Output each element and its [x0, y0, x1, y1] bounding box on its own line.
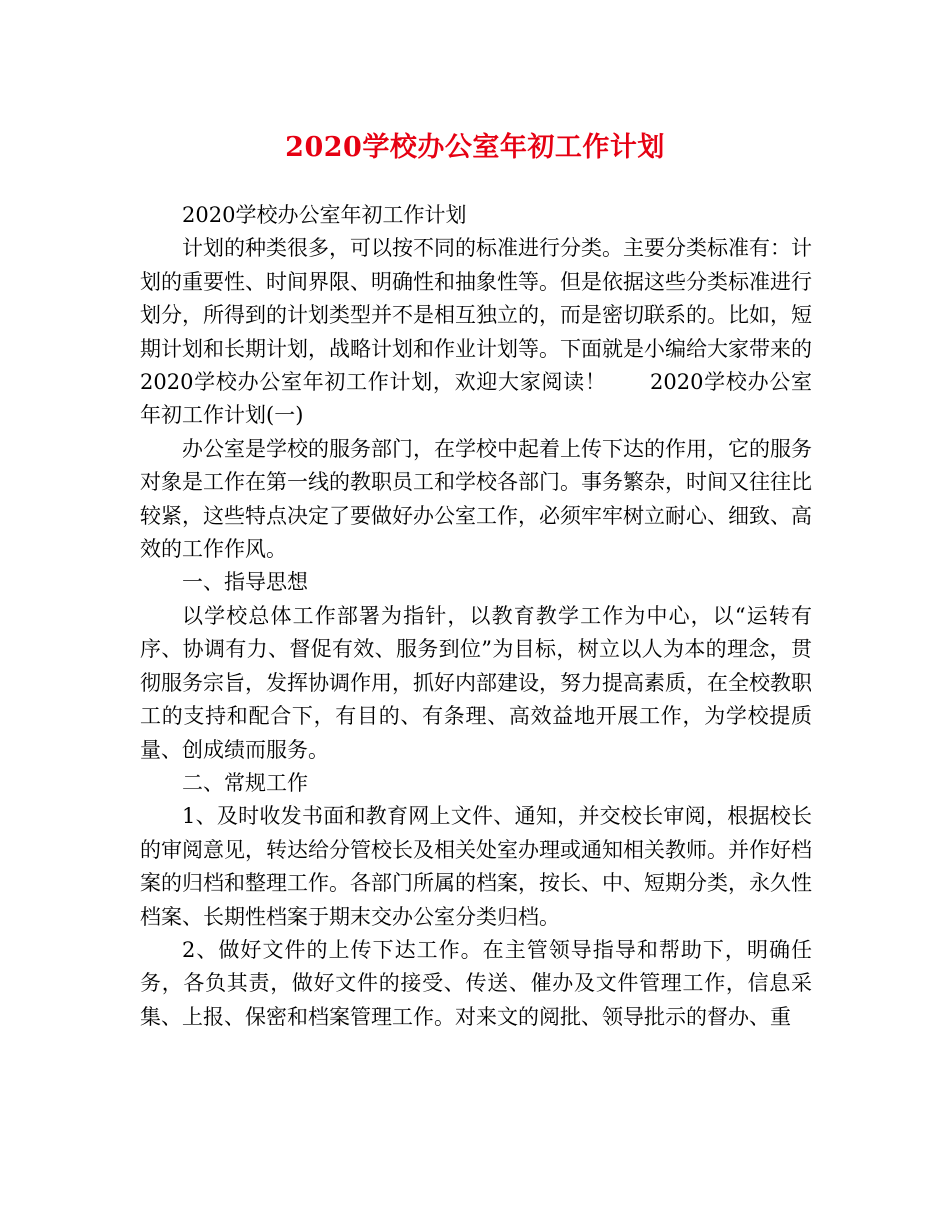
paragraph: 2、做好文件的上传下达工作。在主管领导指导和帮助下，明确任务，各负其责，做好文件的接受、传送、催办及文件管理工作，信息采集、上报、保密和档案管理工作。对来文的阅批、领导批示的督办、重: [140, 937, 812, 1029]
document-title: 2020学校办公室年初工作计划: [285, 132, 665, 163]
paragraph: 以学校总体工作部署为指针，以教育教学工作为中心，以“运转有序、协调有力、督促有效、服务到位”为目标，树立以人为本的理念，贯彻服务宗旨，发挥协调作用，抓好内部建设，努力提高素质，在全校教职工的支持和配合下，有目的、有条理、高效益地开展工作，为学校提质量、创成绩而服务。: [140, 603, 812, 762]
paragraph: 办公室是学校的服务部门，在学校中起着上传下达的作用，它的服务对象是工作在第一线的教职员工和学校各部门。事务繁杂，时间又往往比较紧，这些特点决定了要做好办公室工作，必须牢牢树立耐心、细致、高效的工作作风。: [140, 436, 812, 562]
paragraph: 1、及时收发书面和教育网上文件、通知，并交校长审阅，根据校长的审阅意见，转达给分管校长及相关处室办理或通知相关教师。并作好档案的归档和整理工作。各部门所属的档案，按长、中、短期分类，永久性档案、长期性档案于期末交办公室分类归档。: [140, 804, 812, 929]
paragraph: 计划的种类很多，可以按不同的标准进行分类。主要分类标准有：计划的重要性、时间界限、明确性和抽象性等。但是依据这些分类标准进行划分，所得到的计划类型并不是相互独立的，而是密切联系的。比如，短期计划和长期计划，战略计划和作业计划等。下面就是小编给大家带来的2020学校办公室年初工作计划，欢迎大家阅读！ 2020学校办公室年初工作计划(一): [140, 236, 812, 428]
section-heading: 二、常规工作: [182, 770, 308, 795]
section-heading: 一、指导思想: [182, 570, 308, 595]
document-body: [140, 199, 812, 1034]
paragraph: 2020学校办公室年初工作计划: [182, 203, 467, 227]
